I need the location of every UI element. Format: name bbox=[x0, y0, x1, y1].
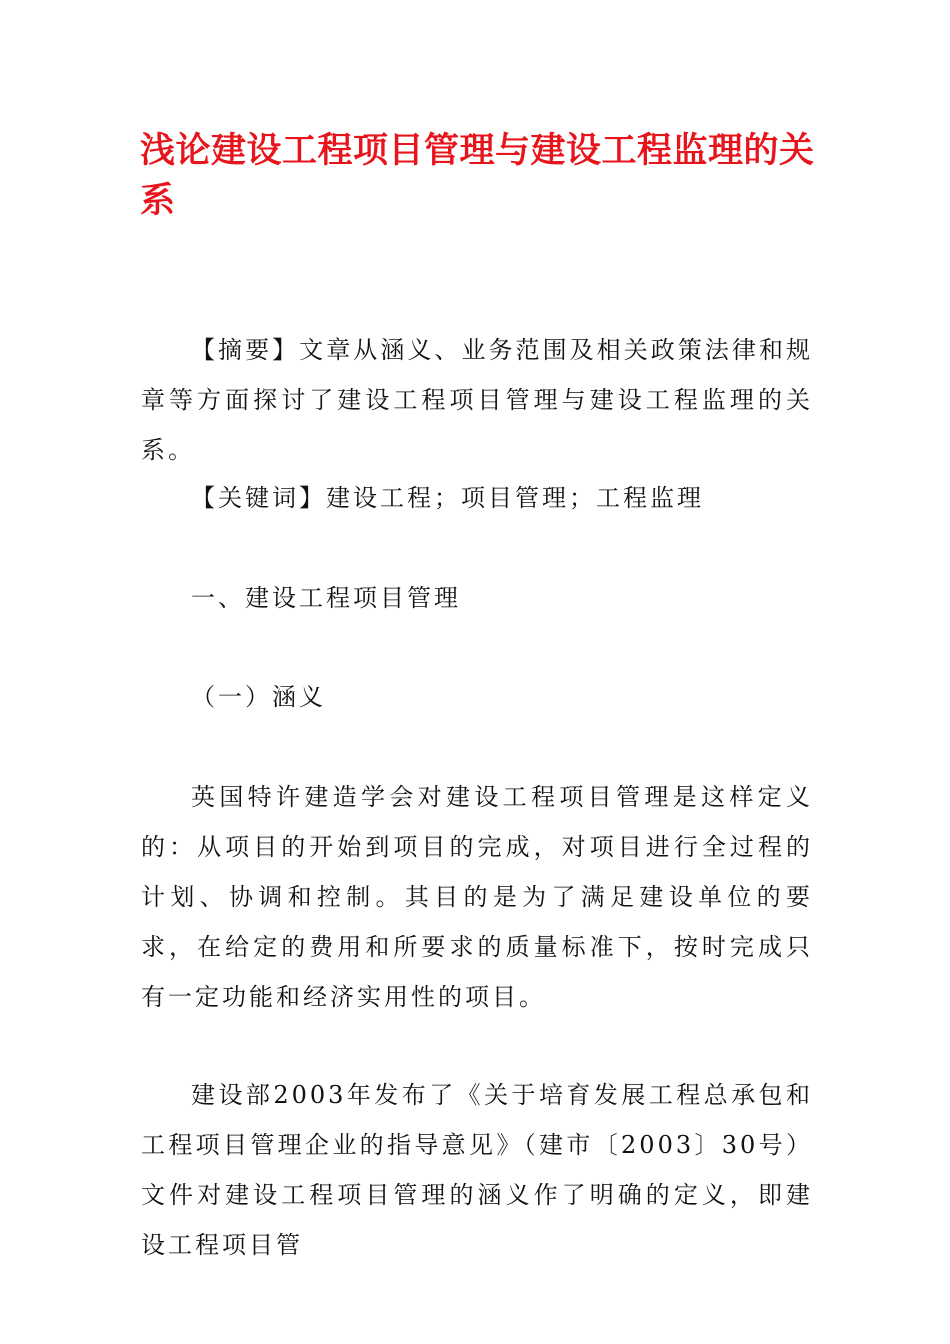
subsection-heading: （一）涵义 bbox=[191, 683, 326, 711]
body-paragraph-1: 英国特许建造学会对建设工程项目管理是这样定义的：从项目的开始到项目的完成，对项目进行全过程的计划、协调和控制。其目的是为了满足建设单位的要求，在给定的费用和所要求的质量标准下，按时完成只有一定功能和经济实用性的项目。 bbox=[141, 783, 813, 1011]
abstract-paragraph: 【摘要】文章从涵义、业务范围及相关政策法律和规章等方面探讨了建设工程项目管理与建设工程监理的关系。 bbox=[141, 336, 813, 464]
keywords-line: 【关键词】建设工程；项目管理；工程监理 bbox=[191, 484, 704, 512]
section-heading: 一、建设工程项目管理 bbox=[191, 584, 461, 612]
body-paragraph-2: 建设部2003年发布了《关于培育发展工程总承包和工程项目管理企业的指导意见》（建市〔2003〕30号）文件对建设工程项目管理的涵义作了明确的定义，即建设工程项目管 bbox=[141, 1081, 813, 1259]
document-title: 浅论建设工程项目管理与建设工程监理的关系 bbox=[140, 131, 815, 221]
